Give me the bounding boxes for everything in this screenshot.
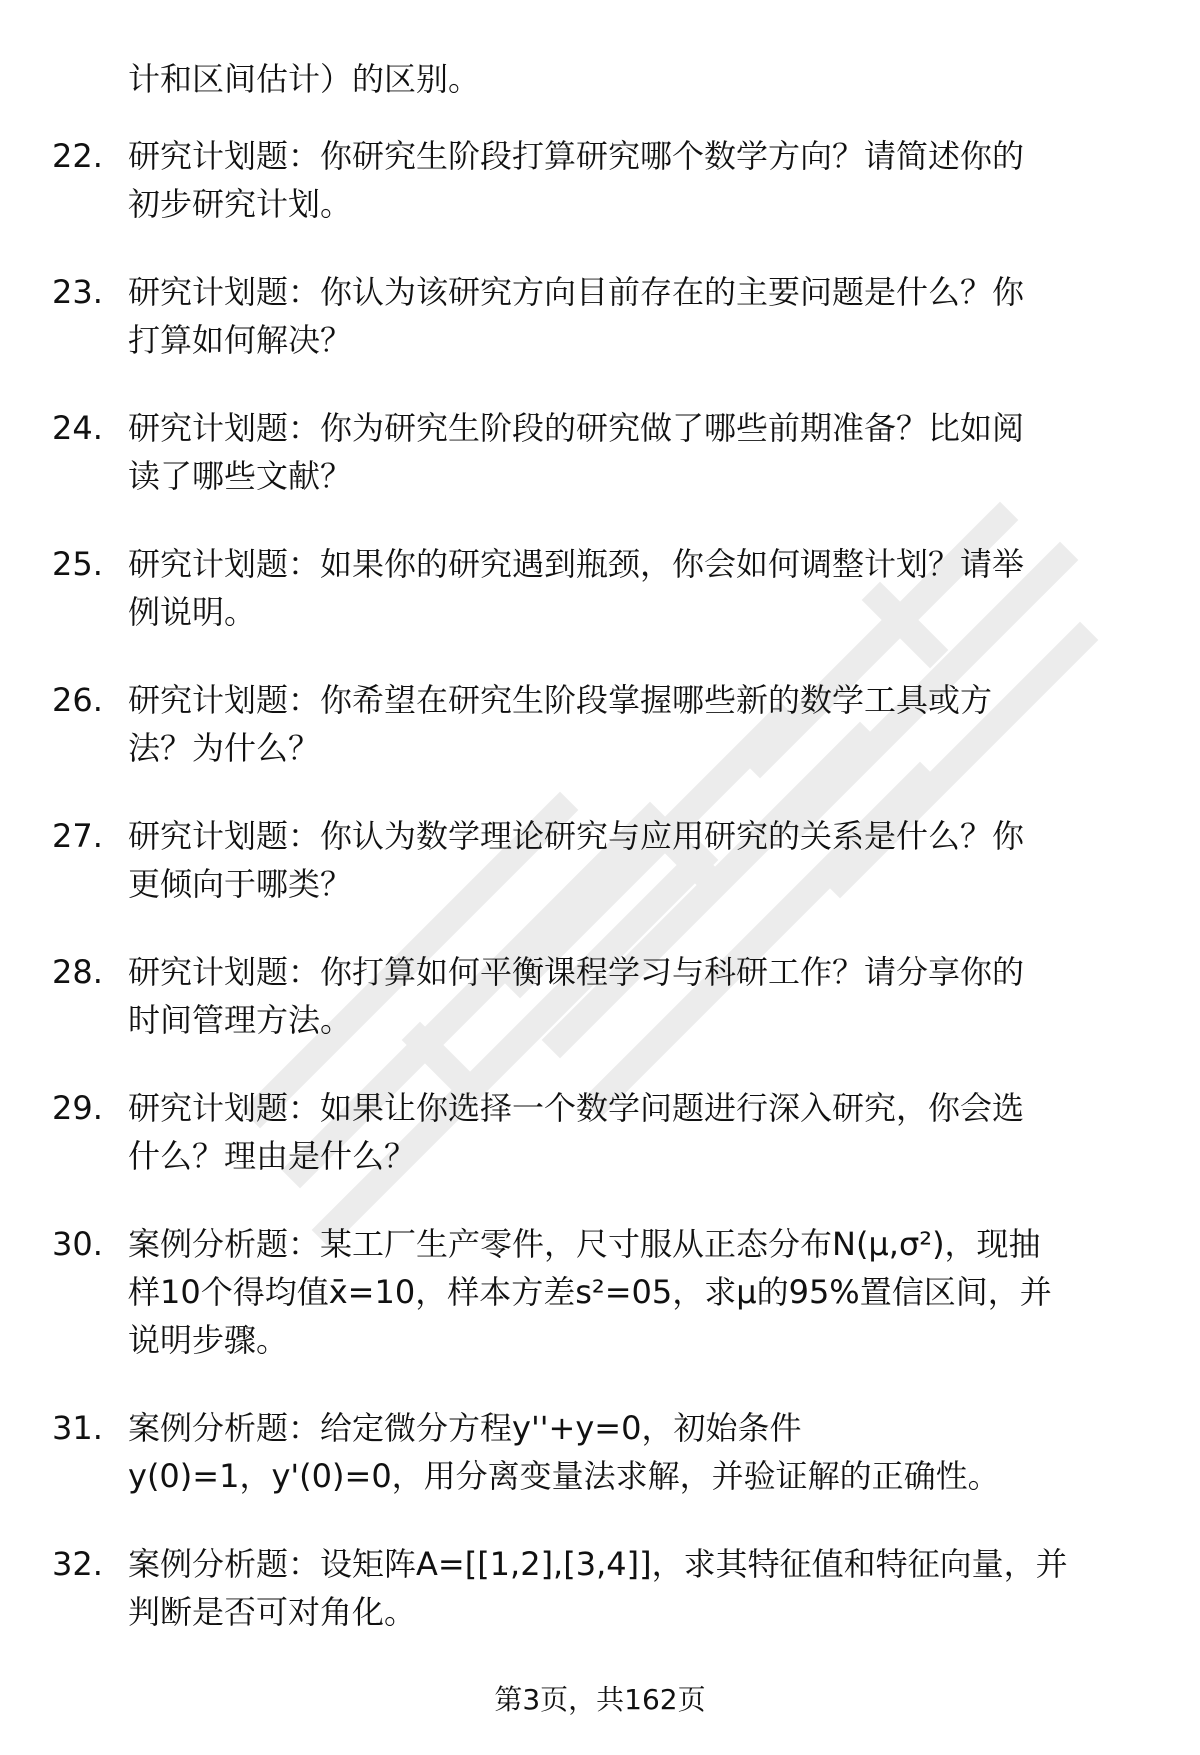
page-footer: 第3页，共162页 — [494, 1683, 706, 1716]
question-item — [0, 404, 1200, 495]
question-number: 29. — [52, 1089, 103, 1127]
question-number: 26. — [52, 681, 103, 719]
question-text-line: 研究计划题：如果让你选择一个数学问题进行深入研究，你会选 — [128, 1089, 1025, 1127]
question-item — [0, 1540, 1200, 1631]
question-text-line: 研究计划题：如果你的研究遇到瓶颈，你会如何调整计划？请举 — [128, 545, 1025, 583]
question-text-line: 研究计划题：你希望在研究生阶段掌握哪些新的数学工具或方 — [128, 681, 993, 719]
question-text-line: 读了哪些文献？ — [128, 457, 353, 495]
question-text-line: y(0)=1，y'(0)=0，用分离变量法求解，并验证解的正确性。 — [128, 1457, 1000, 1495]
question-number: 32. — [52, 1545, 103, 1583]
question-text-line: 案例分析题：给定微分方程y''+y=0，初始条件 — [128, 1409, 802, 1447]
question-number: 27. — [52, 817, 103, 855]
question-item — [0, 1084, 1200, 1175]
question-text-line: 研究计划题：你认为数学理论研究与应用研究的关系是什么？你 — [128, 817, 1025, 855]
question-text-line: 案例分析题：设矩阵A=[[1,2],[3,4]]，求其特征值和特征向量，并 — [128, 1545, 1068, 1583]
question-text-line: 研究计划题：你认为该研究方向目前存在的主要问题是什么？你 — [128, 273, 1025, 311]
question-item — [0, 268, 1200, 359]
question-text-line: 研究计划题：你打算如何平衡课程学习与科研工作？请分享你的 — [128, 953, 1025, 991]
question-item — [0, 948, 1200, 1039]
question-text-line: 研究计划题：你研究生阶段打算研究哪个数学方向？请简述你的 — [128, 137, 1025, 175]
question-text-line: 更倾向于哪类？ — [128, 865, 353, 903]
question-number: 24. — [52, 409, 103, 447]
question-item — [0, 812, 1200, 903]
question-number: 25. — [52, 545, 103, 583]
question-text-line: 打算如何解决？ — [128, 321, 353, 359]
question-item — [0, 540, 1200, 631]
question-text-line: 法？为什么？ — [128, 729, 321, 767]
question-number: 23. — [52, 273, 103, 311]
question-text-line: 说明步骤。 — [128, 1321, 289, 1359]
question-item — [0, 132, 1200, 223]
question-text-line: 案例分析题：某工厂生产零件，尺寸服从正态分布N(μ,σ²)，现抽 — [128, 1225, 1041, 1263]
question-text-line: 判断是否可对角化。 — [128, 1593, 417, 1631]
question-text-line: 样10个得均值x̄=10，样本方差s²=05，求μ的95%置信区间，并 — [128, 1273, 1052, 1311]
question-list — [0, 132, 1200, 1676]
question-text-line: 例说明。 — [128, 593, 257, 631]
question-item — [0, 1404, 1200, 1495]
question-text-line: 时间管理方法。 — [128, 1001, 353, 1039]
question-number: 22. — [52, 137, 103, 175]
question-number: 28. — [52, 953, 103, 991]
question-item — [0, 676, 1200, 767]
question-item — [0, 1220, 1200, 1359]
question-text-line: 初步研究计划。 — [128, 185, 353, 223]
question-text-line: 什么？理由是什么？ — [128, 1137, 417, 1175]
continuation-text: 计和区间估计）的区别。 — [128, 60, 481, 98]
question-text-line: 研究计划题：你为研究生阶段的研究做了哪些前期准备？比如阅 — [128, 409, 1025, 447]
question-number: 31. — [52, 1409, 103, 1447]
question-number: 30. — [52, 1225, 103, 1263]
